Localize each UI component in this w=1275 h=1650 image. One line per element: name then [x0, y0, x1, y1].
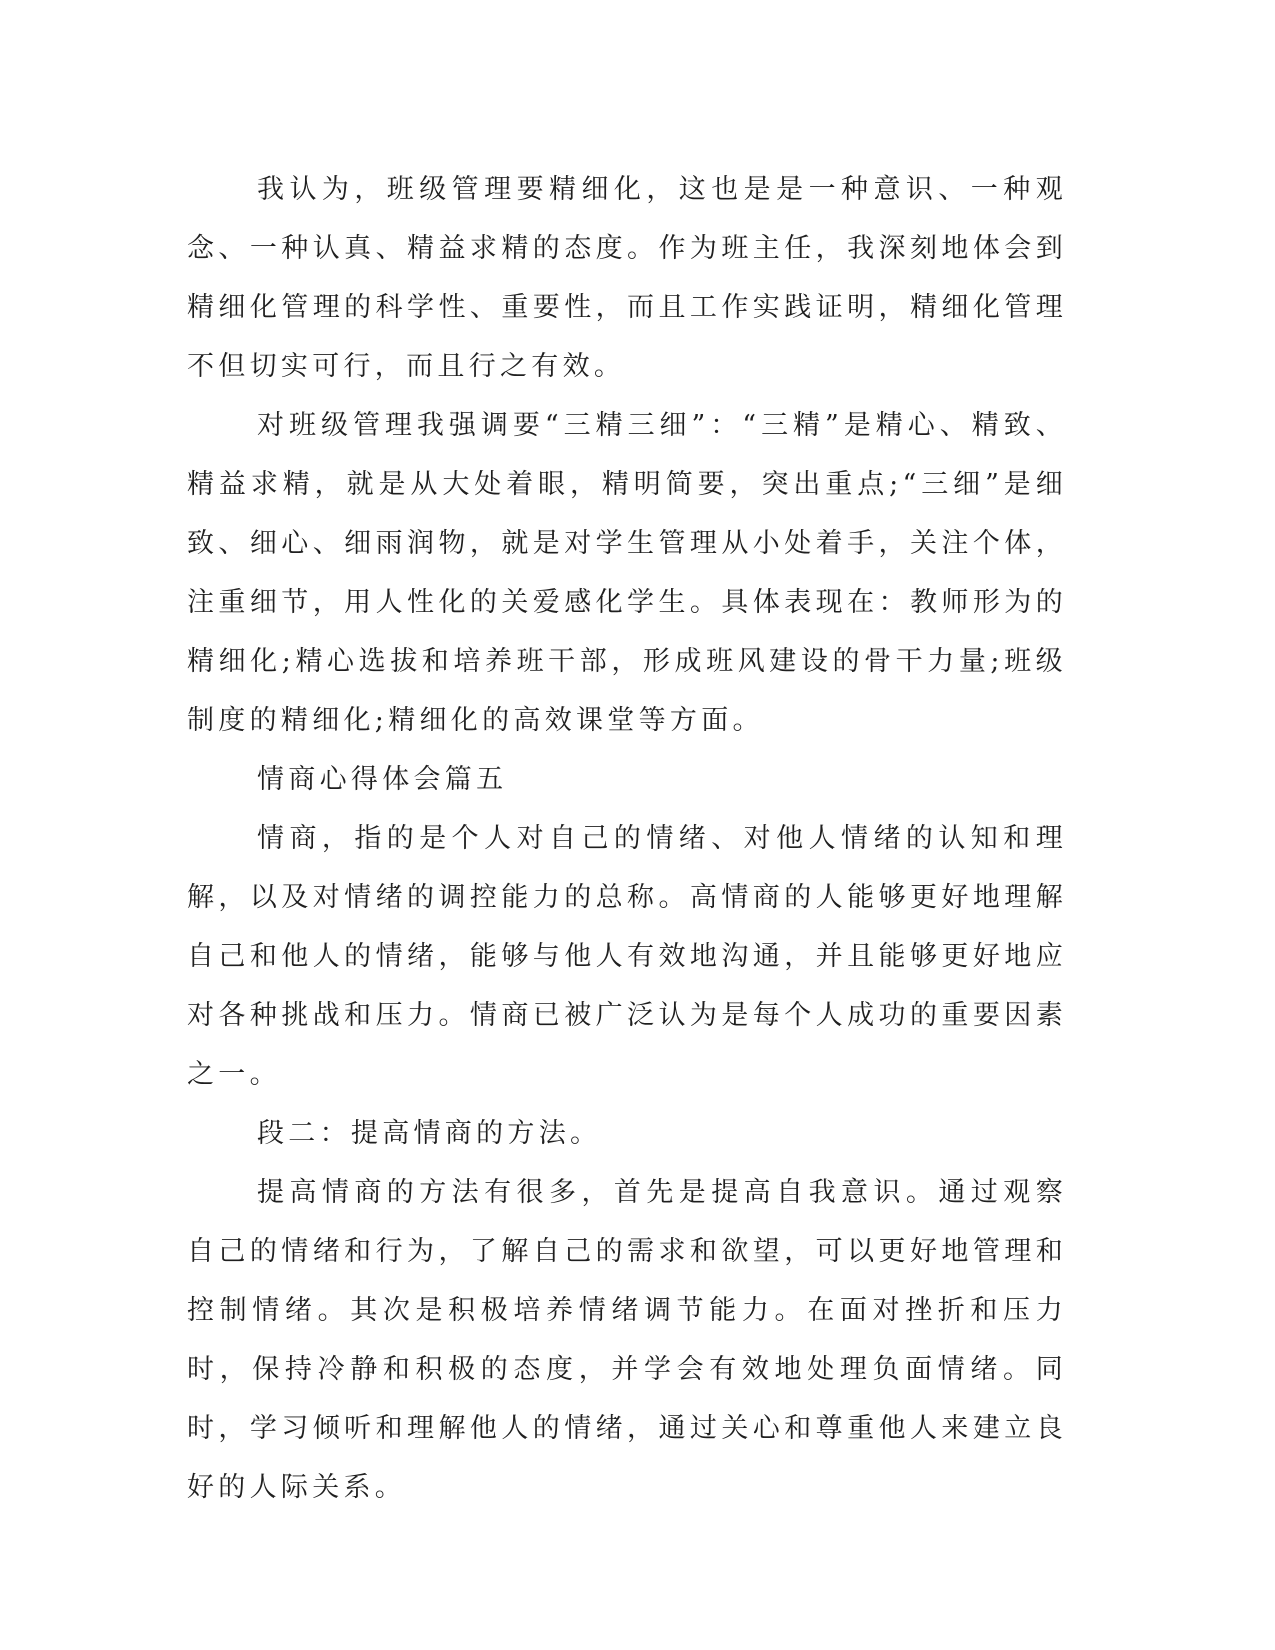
section-heading-methods: 段二：提高情商的方法。: [257, 1118, 602, 1149]
paragraph-eq-definition: 情商，指的是个人对自己的情绪、对他人情绪的认知和理解，以及对情绪的调控能力的总称。高情商的人能够更好地理解自己和他人的情绪，能够与他人有效地沟通，并且能够更好地应对各种挑战和压力。情商已被广泛认为是每个人成功的重要因素之一。: [187, 823, 1067, 1090]
section-heading-part-five: 情商心得体会篇五: [257, 764, 508, 795]
document-body: [187, 160, 1067, 1517]
paragraph-refined-management: 我认为，班级管理要精细化，这也是是一种意识、一种观念、一种认真、精益求精的态度。作为班主任，我深刻地体会到精细化管理的科学性、重要性，而且工作实践证明，精细化管理不但切实可行，而且行之有效。: [187, 174, 1067, 382]
paragraph-three-refinements: 对班级管理我强调要“三精三细”：“三精”是精心、精致、精益求精，就是从大处着眼，精明简要，突出重点;“三细”是细致、细心、细雨润物，就是对学生管理从小处着手，关注个体，注重细节，用人性化的关爱感化学生。具体表现在：教师形为的精细化;精心选拔和培养班干部，形成班风建设的骨干力量;班级制度的精细化;精细化的高效课堂等方面。: [187, 410, 1067, 736]
paragraph-eq-methods: 提高情商的方法有很多，首先是提高自我意识。通过观察自己的情绪和行为，了解自己的需求和欲望，可以更好地管理和控制情绪。其次是积极培养情绪调节能力。在面对挫折和压力时，保持冷静和积极的态度，并学会有效地处理负面情绪。同时，学习倾听和理解他人的情绪，通过关心和尊重他人来建立良好的人际关系。: [187, 1177, 1067, 1503]
